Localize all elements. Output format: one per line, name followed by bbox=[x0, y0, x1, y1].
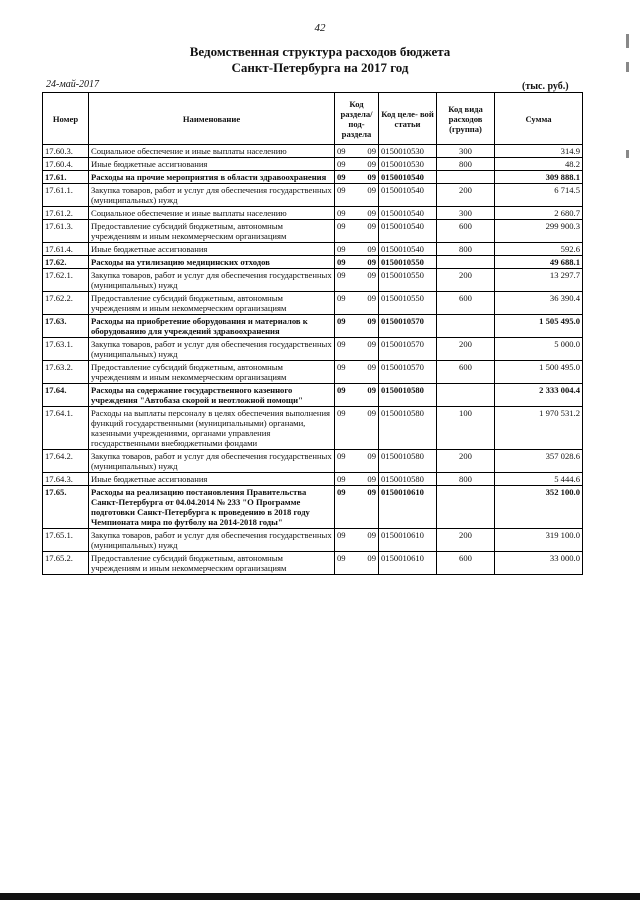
row-section bbox=[335, 552, 379, 575]
row-name: Расходы на прочие мероприятия в области здравоохранения bbox=[89, 171, 335, 184]
row-sum: 6 714.5 bbox=[495, 184, 583, 207]
row-name: Расходы на содержание государственного казенного учреждения "Автобаза скорой и неотложной помощи" bbox=[89, 384, 335, 407]
row-razdel: 09 bbox=[337, 244, 346, 254]
units-label: (тыс. руб.) bbox=[522, 81, 569, 92]
row-csr: 0150010550 bbox=[379, 256, 437, 269]
row-section bbox=[335, 486, 379, 529]
row-podrazdel: 09 bbox=[367, 146, 376, 156]
row-podrazdel: 09 bbox=[367, 339, 376, 349]
row-sum: 33 000.0 bbox=[495, 552, 583, 575]
row-sum: 48.2 bbox=[495, 158, 583, 171]
row-number: 17.61. bbox=[43, 171, 89, 184]
row-number: 17.61.1. bbox=[43, 184, 89, 207]
row-vr: 300 bbox=[437, 207, 495, 220]
header-sum: Сумма bbox=[495, 93, 583, 145]
row-name: Предоставление субсидий бюджетным, автономным учреждениям и иным некоммерческим организациям bbox=[89, 292, 335, 315]
header-name: Наименование bbox=[89, 93, 335, 145]
row-csr: 0150010550 bbox=[379, 269, 437, 292]
table-row bbox=[43, 207, 583, 220]
row-section bbox=[335, 529, 379, 552]
row-podrazdel: 09 bbox=[367, 257, 376, 267]
row-podrazdel: 09 bbox=[367, 208, 376, 218]
table-row bbox=[43, 171, 583, 184]
table-header-row bbox=[43, 93, 583, 145]
document-date: 24-май-2017 bbox=[46, 79, 100, 90]
row-vr: 800 bbox=[437, 158, 495, 171]
row-razdel: 09 bbox=[337, 362, 346, 372]
row-number: 17.65. bbox=[43, 486, 89, 529]
row-vr: 200 bbox=[437, 450, 495, 473]
margin-mark bbox=[626, 34, 629, 48]
row-number: 17.64.1. bbox=[43, 407, 89, 450]
row-razdel: 09 bbox=[337, 530, 346, 540]
table-row bbox=[43, 243, 583, 256]
row-podrazdel: 09 bbox=[367, 221, 376, 231]
row-sum: 36 390.4 bbox=[495, 292, 583, 315]
row-sum: 13 297.7 bbox=[495, 269, 583, 292]
row-sum: 2 333 004.4 bbox=[495, 384, 583, 407]
row-sum: 357 028.6 bbox=[495, 450, 583, 473]
row-section bbox=[335, 315, 379, 338]
row-sum: 5 444.6 bbox=[495, 473, 583, 486]
row-vr: 200 bbox=[437, 529, 495, 552]
row-name: Закупка товаров, работ и услуг для обеспечения государственных (муниципальных) нужд bbox=[89, 184, 335, 207]
row-sum: 49 688.1 bbox=[495, 256, 583, 269]
row-razdel: 09 bbox=[337, 474, 346, 484]
row-name: Закупка товаров, работ и услуг для обеспечения государственных (муниципальных) нужд bbox=[89, 450, 335, 473]
row-name: Расходы на утилизацию медицинских отходов bbox=[89, 256, 335, 269]
row-number: 17.62.1. bbox=[43, 269, 89, 292]
row-vr: 200 bbox=[437, 269, 495, 292]
row-razdel: 09 bbox=[337, 339, 346, 349]
row-razdel: 09 bbox=[337, 270, 346, 280]
row-number: 17.65.1. bbox=[43, 529, 89, 552]
document-title bbox=[0, 44, 640, 76]
row-section bbox=[335, 145, 379, 158]
table-row bbox=[43, 145, 583, 158]
row-podrazdel: 09 bbox=[367, 159, 376, 169]
row-name: Расходы на выплаты персоналу в целях обеспечения выполнения функций государственными (муниципальными) органами, казенными учреждениями, органами управления государственными внебюджетными фондами bbox=[89, 407, 335, 450]
row-csr: 0150010570 bbox=[379, 338, 437, 361]
row-number: 17.63.1. bbox=[43, 338, 89, 361]
row-section bbox=[335, 473, 379, 486]
row-razdel: 09 bbox=[337, 221, 346, 231]
row-podrazdel: 09 bbox=[367, 185, 376, 195]
row-section bbox=[335, 338, 379, 361]
row-sum: 1 505 495.0 bbox=[495, 315, 583, 338]
row-sum: 352 100.0 bbox=[495, 486, 583, 529]
header-section: Код раздела/ под- раздела bbox=[335, 93, 379, 145]
row-csr: 0150010550 bbox=[379, 292, 437, 315]
page-number: 42 bbox=[314, 22, 326, 34]
table-row bbox=[43, 450, 583, 473]
row-podrazdel: 09 bbox=[367, 530, 376, 540]
row-razdel: 09 bbox=[337, 185, 346, 195]
table-row bbox=[43, 184, 583, 207]
row-vr: 100 bbox=[437, 407, 495, 450]
row-razdel: 09 bbox=[337, 487, 346, 497]
row-section bbox=[335, 256, 379, 269]
row-vr bbox=[437, 256, 495, 269]
header-num: Номер bbox=[43, 93, 89, 145]
row-section bbox=[335, 158, 379, 171]
row-sum: 309 888.1 bbox=[495, 171, 583, 184]
row-csr: 0150010530 bbox=[379, 158, 437, 171]
row-name: Расходы на реализацию постановления Правительства Санкт-Петербурга от 04.04.2014 № 233 "О Программе подготовки Санкт-Петербурга к проведению в 2018 году Чемпионата мира по футболу на 2014-2018 годы" bbox=[89, 486, 335, 529]
row-vr: 600 bbox=[437, 361, 495, 384]
row-number: 17.63.2. bbox=[43, 361, 89, 384]
row-number: 17.60.3. bbox=[43, 145, 89, 158]
table-row bbox=[43, 158, 583, 171]
row-number: 17.62. bbox=[43, 256, 89, 269]
row-number: 17.61.4. bbox=[43, 243, 89, 256]
row-razdel: 09 bbox=[337, 159, 346, 169]
table-row bbox=[43, 486, 583, 529]
margin-mark bbox=[626, 150, 629, 158]
table-row bbox=[43, 407, 583, 450]
row-vr: 600 bbox=[437, 292, 495, 315]
row-section bbox=[335, 384, 379, 407]
row-csr: 0150010580 bbox=[379, 450, 437, 473]
row-razdel: 09 bbox=[337, 316, 346, 326]
header-vr: Код вида расходов (группа) bbox=[437, 93, 495, 145]
row-podrazdel: 09 bbox=[367, 172, 376, 182]
row-csr: 0150010610 bbox=[379, 486, 437, 529]
row-number: 17.65.2. bbox=[43, 552, 89, 575]
row-csr: 0150010540 bbox=[379, 243, 437, 256]
row-name: Закупка товаров, работ и услуг для обеспечения государственных (муниципальных) нужд bbox=[89, 529, 335, 552]
row-csr: 0150010540 bbox=[379, 184, 437, 207]
row-razdel: 09 bbox=[337, 293, 346, 303]
row-csr: 0150010580 bbox=[379, 473, 437, 486]
table-row bbox=[43, 552, 583, 575]
row-podrazdel: 09 bbox=[367, 293, 376, 303]
row-number: 17.64.3. bbox=[43, 473, 89, 486]
budget-table bbox=[42, 92, 583, 575]
row-csr: 0150010580 bbox=[379, 407, 437, 450]
row-name: Предоставление субсидий бюджетным, автономным учреждениям и иным некоммерческим организациям bbox=[89, 361, 335, 384]
row-csr: 0150010580 bbox=[379, 384, 437, 407]
table-row bbox=[43, 473, 583, 486]
row-section bbox=[335, 361, 379, 384]
row-podrazdel: 09 bbox=[367, 487, 376, 497]
row-section bbox=[335, 269, 379, 292]
row-vr: 600 bbox=[437, 220, 495, 243]
row-csr: 0150010540 bbox=[379, 220, 437, 243]
row-vr bbox=[437, 486, 495, 529]
row-csr: 0150010570 bbox=[379, 361, 437, 384]
table-row bbox=[43, 269, 583, 292]
table-row bbox=[43, 384, 583, 407]
row-razdel: 09 bbox=[337, 408, 346, 418]
row-podrazdel: 09 bbox=[367, 244, 376, 254]
title-line-1: Ведомственная структура расходов бюджета bbox=[189, 44, 451, 59]
row-podrazdel: 09 bbox=[367, 385, 376, 395]
row-podrazdel: 09 bbox=[367, 474, 376, 484]
table-row bbox=[43, 292, 583, 315]
table-row bbox=[43, 220, 583, 243]
row-sum: 299 900.3 bbox=[495, 220, 583, 243]
title-line-2: Санкт-Петербурга на 2017 год bbox=[231, 60, 409, 75]
row-section bbox=[335, 171, 379, 184]
row-section bbox=[335, 220, 379, 243]
row-podrazdel: 09 bbox=[367, 362, 376, 372]
row-section bbox=[335, 184, 379, 207]
row-podrazdel: 09 bbox=[367, 451, 376, 461]
row-name: Социальное обеспечение и иные выплаты населению bbox=[89, 145, 335, 158]
margin-mark bbox=[626, 62, 629, 72]
row-vr: 200 bbox=[437, 184, 495, 207]
row-vr bbox=[437, 384, 495, 407]
row-sum: 5 000.0 bbox=[495, 338, 583, 361]
row-section bbox=[335, 207, 379, 220]
table-row bbox=[43, 361, 583, 384]
row-razdel: 09 bbox=[337, 385, 346, 395]
row-number: 17.61.3. bbox=[43, 220, 89, 243]
row-name: Предоставление субсидий бюджетным, автономным учреждениям и иным некоммерческим организациям bbox=[89, 220, 335, 243]
row-number: 17.63. bbox=[43, 315, 89, 338]
row-sum: 314.9 bbox=[495, 145, 583, 158]
row-sum: 319 100.0 bbox=[495, 529, 583, 552]
row-number: 17.61.2. bbox=[43, 207, 89, 220]
table-row bbox=[43, 315, 583, 338]
row-razdel: 09 bbox=[337, 451, 346, 461]
table-row bbox=[43, 529, 583, 552]
table-row bbox=[43, 256, 583, 269]
row-vr: 600 bbox=[437, 552, 495, 575]
row-name: Предоставление субсидий бюджетным, автономным учреждениям и иным некоммерческим организациям bbox=[89, 552, 335, 575]
row-csr: 0150010610 bbox=[379, 552, 437, 575]
row-vr: 300 bbox=[437, 145, 495, 158]
row-sum: 592.6 bbox=[495, 243, 583, 256]
row-name: Социальное обеспечение и иные выплаты населению bbox=[89, 207, 335, 220]
row-sum: 2 680.7 bbox=[495, 207, 583, 220]
row-csr: 0150010540 bbox=[379, 207, 437, 220]
row-section bbox=[335, 450, 379, 473]
row-vr bbox=[437, 171, 495, 184]
row-razdel: 09 bbox=[337, 257, 346, 267]
row-name: Расходы на приобретение оборудования и материалов к оборудованию для учреждений здравоохранения bbox=[89, 315, 335, 338]
row-number: 17.62.2. bbox=[43, 292, 89, 315]
row-csr: 0150010530 bbox=[379, 145, 437, 158]
row-podrazdel: 09 bbox=[367, 408, 376, 418]
row-sum: 1 500 495.0 bbox=[495, 361, 583, 384]
row-razdel: 09 bbox=[337, 208, 346, 218]
row-podrazdel: 09 bbox=[367, 553, 376, 563]
row-name: Закупка товаров, работ и услуг для обеспечения государственных (муниципальных) нужд bbox=[89, 338, 335, 361]
row-vr: 800 bbox=[437, 243, 495, 256]
row-podrazdel: 09 bbox=[367, 270, 376, 280]
row-section bbox=[335, 292, 379, 315]
row-section bbox=[335, 407, 379, 450]
header-csr: Код целе- вой статьи bbox=[379, 93, 437, 145]
table-row bbox=[43, 338, 583, 361]
row-csr: 0150010610 bbox=[379, 529, 437, 552]
row-razdel: 09 bbox=[337, 172, 346, 182]
row-number: 17.64.2. bbox=[43, 450, 89, 473]
row-vr: 200 bbox=[437, 338, 495, 361]
row-number: 17.64. bbox=[43, 384, 89, 407]
row-name: Иные бюджетные ассигнования bbox=[89, 158, 335, 171]
row-name: Иные бюджетные ассигнования bbox=[89, 243, 335, 256]
row-razdel: 09 bbox=[337, 146, 346, 156]
row-csr: 0150010540 bbox=[379, 171, 437, 184]
bottom-scan-edge bbox=[0, 893, 640, 900]
row-csr: 0150010570 bbox=[379, 315, 437, 338]
row-name: Иные бюджетные ассигнования bbox=[89, 473, 335, 486]
row-podrazdel: 09 bbox=[367, 316, 376, 326]
row-razdel: 09 bbox=[337, 553, 346, 563]
row-vr: 800 bbox=[437, 473, 495, 486]
row-number: 17.60.4. bbox=[43, 158, 89, 171]
row-name: Закупка товаров, работ и услуг для обеспечения государственных (муниципальных) нужд bbox=[89, 269, 335, 292]
row-sum: 1 970 531.2 bbox=[495, 407, 583, 450]
row-section bbox=[335, 243, 379, 256]
row-vr bbox=[437, 315, 495, 338]
